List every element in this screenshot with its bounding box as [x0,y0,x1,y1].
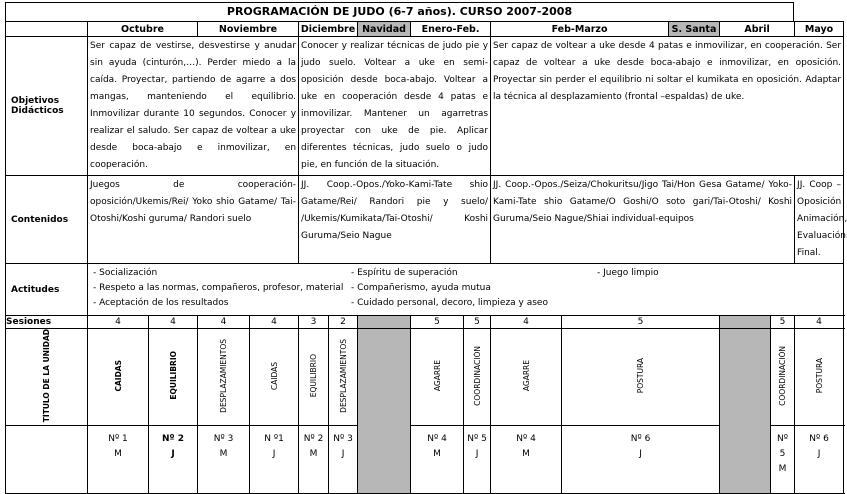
unit-title-cell: CAIDAS [250,329,299,426]
unit-number-cell: Nº 5 M [771,426,795,494]
unit-title-cell: DESPLAZAMIENTOS [198,329,250,426]
sesiones-cell-blank [358,316,411,329]
page-title: PROGRAMACIÓN DE JUDO (6-7 años). CURSO 2007-2008 [5,2,794,21]
contenidos-row [6,176,844,264]
actitud-item: - Compañerismo, ayuda mutua [351,283,491,293]
contenidos-text-1: Juegos de cooperación- oposición/Ukemis/Rei/ Yoko shio Gatame/ Tai-Otoshi/Koshi guruma/ Randori suelo [88,176,299,264]
unit-number-cell: Nº 2 J [149,426,198,494]
month-feb-marzo: Feb-Marzo [491,22,669,37]
contenidos-text-3: JJ. Coop.-Opos./Seiza/Chokuritsu/Jigo Tai/Hon Gesa Gatame/ Yoko-Kami-Tate shio Gatame/O Goshi/O soto gari/Tai-Otoshi/ Koshi Guruma/Seio Nague/Shiai individual-equipos [491,176,795,264]
actitudes-row [6,264,844,316]
month-diciembre: Diciembre [299,22,358,37]
objetivos-text-1: Ser capaz de vestirse, desvestirse y anudar sin ayuda (cinturón,…). Perder miedo a la caída. Proyectar, partiendo de agarre a dos mangas, manteniendo el equilibrio. Inmovilizar durante 10 segundos. Conocer y realizar el saludo. Ser capaz de voltear a uke desde boca-abajo e inmovilizar, en cooperación. [88,37,299,176]
actitud-item: - Aceptación de los resultados [93,298,229,308]
contenidos-text-4: JJ. Coop – Oposición Animación, Evaluación Final. [795,176,844,264]
month-noviembre: Noviembre [198,22,299,37]
sesiones-cell: 3 [299,316,329,329]
objetivos-text-3: Ser capaz de voltear a uke desde 4 patas e inmovilizar, en cooperación. Ser capaz de voltear a uke desde boca-abajo e inmovilizar, en oposición. Proyectar sin perder el equilibrio ni soltar el kumikata en oposición. Adaptar la técnica al desplazamiento (frontal –espaldas) de uke. [491,37,844,176]
sesiones-label: Sesiones [6,316,88,329]
sesiones-cell: 5 [771,316,795,329]
semana-santa-blank-cell [720,329,771,494]
sesiones-cell: 4 [491,316,562,329]
actitudes-list [88,264,844,316]
unit-title-cell: AGARRE [491,329,562,426]
unit-title-cell: POSTURA [795,329,844,426]
objetivos-label: Objetivos Didácticos [6,37,88,176]
unit-number-cell: Nº 5 J [464,426,491,494]
unit-title-cell: CAIDAS [88,329,149,426]
month-semana-santa: S. Santa [669,22,720,37]
sesiones-cell: 4 [250,316,299,329]
sesiones-cell: 2 [329,316,358,329]
objetivos-text-2: Conocer y realizar técnicas de judo pie y judo suelo. Voltear a uke en semi-oposición desde boca-abajo. Voltear a uke en cooperación desde 4 patas e inmovilizar. Mantener un agarretras proyectar con uke de pie. Aplicar diferentes técnicas, judo suelo o judo pie, en función de la situación. [299,37,491,176]
unidad-title-row [6,329,844,426]
unit-number-cell: Nº 6 J [795,426,844,494]
unit-number-cell: Nº 4 M [411,426,464,494]
month-header-row [6,22,844,37]
actitudes-label: Actitudes [6,264,88,316]
unit-title-cell: POSTURA [562,329,720,426]
unit-title-cell: AGARRE [411,329,464,426]
actitud-item: - Cuidado personal, decoro, limpieza y aseo [351,298,548,308]
sesiones-cell: 5 [464,316,491,329]
actitud-item: - Respeto a las normas, compañeros, profesor, material [93,283,344,293]
month-abril: Abril [720,22,795,37]
actitud-item: - Socialización [93,268,158,278]
contenidos-label: Contenidos [6,176,88,264]
navidad-blank-cell [358,329,411,494]
unit-title-cell: EQUILIBRIO [299,329,329,426]
sesiones-cell-blank [720,316,771,329]
sesiones-row [6,316,844,329]
sesiones-cell: 5 [411,316,464,329]
objetivos-row [6,37,844,176]
unit-number-cell: N º1 J [250,426,299,494]
contenidos-text-2: JJ. Coop.-Opos./Yoko-Kami-Tate shio Gatame/Rei/ Randori pie y suelo/ /Ukemis/Kumikata/Tai-Otoshi/ Koshi Guruma/Seio Nague [299,176,491,264]
unidad-number-row [6,426,844,494]
unit-title-cell: EQUILIBRIO [149,329,198,426]
unit-number-cell: Nº 4 M [491,426,562,494]
unit-title-cell: DESPLAZAMIENTOS [329,329,358,426]
sesiones-cell: 4 [198,316,250,329]
month-navidad: Navidad [358,22,411,37]
month-mayo: Mayo [795,22,844,37]
unit-title-cell: COORDINACIÓN [464,329,491,426]
sesiones-cell: 4 [88,316,149,329]
month-enero-feb: Enero-Feb. [411,22,491,37]
sesiones-cell: 4 [149,316,198,329]
unit-number-cell: Nº 3 J [329,426,358,494]
program-table [5,21,847,494]
unit-number-cell: Nº 1 M [88,426,149,494]
sesiones-cell: 4 [795,316,844,329]
month-octubre: Octubre [88,22,198,37]
titulo-unidad-label: TÍTULO DE LA UNIDAD [6,329,88,426]
unit-number-cell: Nº 3 M [198,426,250,494]
unit-title-cell: COORDINACIÓN [771,329,795,426]
sesiones-cell: 5 [562,316,720,329]
actitud-item: - Juego limpio [597,268,659,278]
unit-number-cell: Nº 2 M [299,426,329,494]
actitud-item: - Espíritu de superación [351,268,458,278]
unit-number-cell: Nº 6 J [562,426,720,494]
